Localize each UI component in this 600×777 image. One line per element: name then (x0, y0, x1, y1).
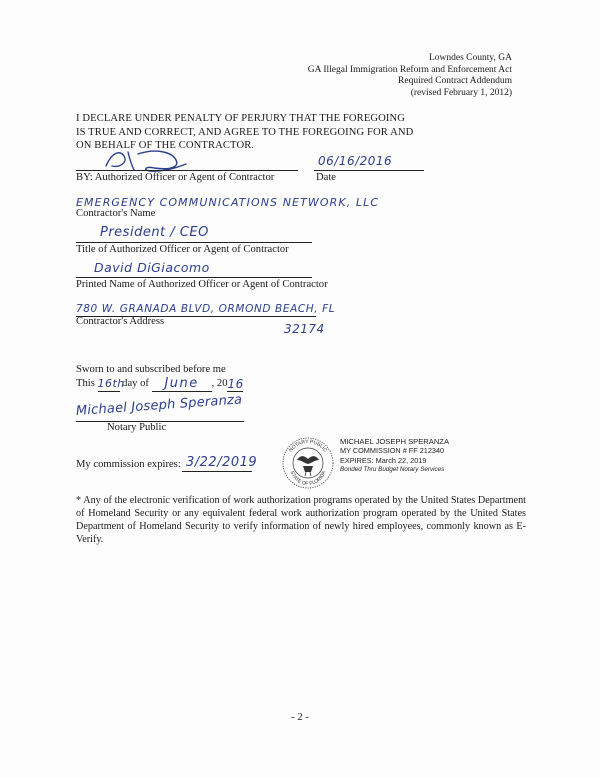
header-revised: (revised February 1, 2012) (410, 87, 512, 98)
footnote: * Any of the electronic verification of work authorization programs operated by the United States Department of Homeland Security or any equivalent federal work authorization program operated by the United States Department of Homeland Security to verify information of newly hired employees, commonly known as E-Verify. (76, 495, 526, 545)
sworn-date-row (76, 377, 243, 392)
sworn-line: Sworn to and subscribed before me (76, 364, 226, 375)
seal-bottom-text: STATE OF FLORIDA (288, 470, 328, 488)
day-value: 16th (97, 377, 125, 390)
declaration-line: I DECLARE UNDER PENALTY OF PERJURY THAT THE FOREGOING (76, 113, 406, 124)
notary-signature: Michael Joseph Speranza (75, 392, 243, 419)
stamp-expires: EXPIRES: March 22, 2019 (340, 455, 427, 465)
day-of-label: day of (122, 378, 149, 389)
by-label: BY: Authorized Officer or Agent of Contractor (76, 172, 275, 183)
notary-public-label: Notary Public (107, 422, 167, 433)
notary-stamp (340, 437, 449, 474)
header-addendum: Required Contract Addendum (398, 76, 512, 86)
year-prefix: , 20 (211, 378, 228, 389)
commission-line (182, 471, 252, 472)
date-line (314, 170, 424, 171)
sworn-statement (76, 363, 243, 392)
title-label: Title of Authorized Officer or Agent of Contractor (76, 244, 289, 255)
address-line1-value: 780 W. GRANADA BLVD, ORMOND BEACH, FL (76, 303, 336, 315)
signature-line (76, 170, 298, 171)
printed-name-value: David DiGiacomo (94, 260, 210, 275)
day-field (97, 377, 125, 392)
title-line (76, 242, 312, 243)
declaration-line: ON BEHALF OF THE CONTRACTOR. (76, 140, 255, 151)
contractor-name-value: EMERGENCY COMMUNICATIONS NETWORK, LLC (76, 196, 380, 209)
stamp-bonded: Bonded Thru Budget Notary Services (340, 465, 445, 473)
notary-seal-icon (281, 436, 335, 490)
address-line2-value: 32174 (284, 322, 325, 336)
printed-name-line (76, 277, 312, 278)
commission-label: My commission expires: (76, 459, 181, 470)
address-label: Contractor's Address (76, 316, 165, 327)
commission-value: 3/22/2019 (186, 455, 258, 470)
header-county: Lowndes County, GA (428, 53, 512, 63)
seal-top-text: NOTARY PUBLIC (287, 438, 329, 454)
title-value: President / CEO (100, 225, 209, 240)
date-value: 06/16/2016 (318, 154, 393, 168)
this-label: This (76, 378, 95, 389)
year-value: 16 (227, 377, 244, 391)
document-header (308, 53, 512, 99)
month-field (152, 377, 212, 392)
year-field (227, 377, 243, 392)
page-number: - 2 - (291, 712, 309, 723)
svg-text:NOTARY PUBLIC (288, 439, 328, 454)
printed-name-label: Printed Name of Authorized Officer or Agent of Contractor (76, 279, 328, 290)
header-act: GA Illegal Immigration Reform and Enforcement Act (307, 64, 512, 75)
stamp-name: MICHAEL JOSEPH SPERANZA (340, 437, 450, 446)
month-value: June (164, 376, 199, 391)
declaration-line: IS TRUE AND CORRECT, AND AGREE TO THE FOREGOING FOR AND (76, 126, 414, 138)
stamp-commission: MY COMMISSION # FF 212340 (340, 446, 445, 456)
date-label: Date (316, 172, 336, 183)
contractor-name-label: Contractor's Name (76, 208, 156, 219)
